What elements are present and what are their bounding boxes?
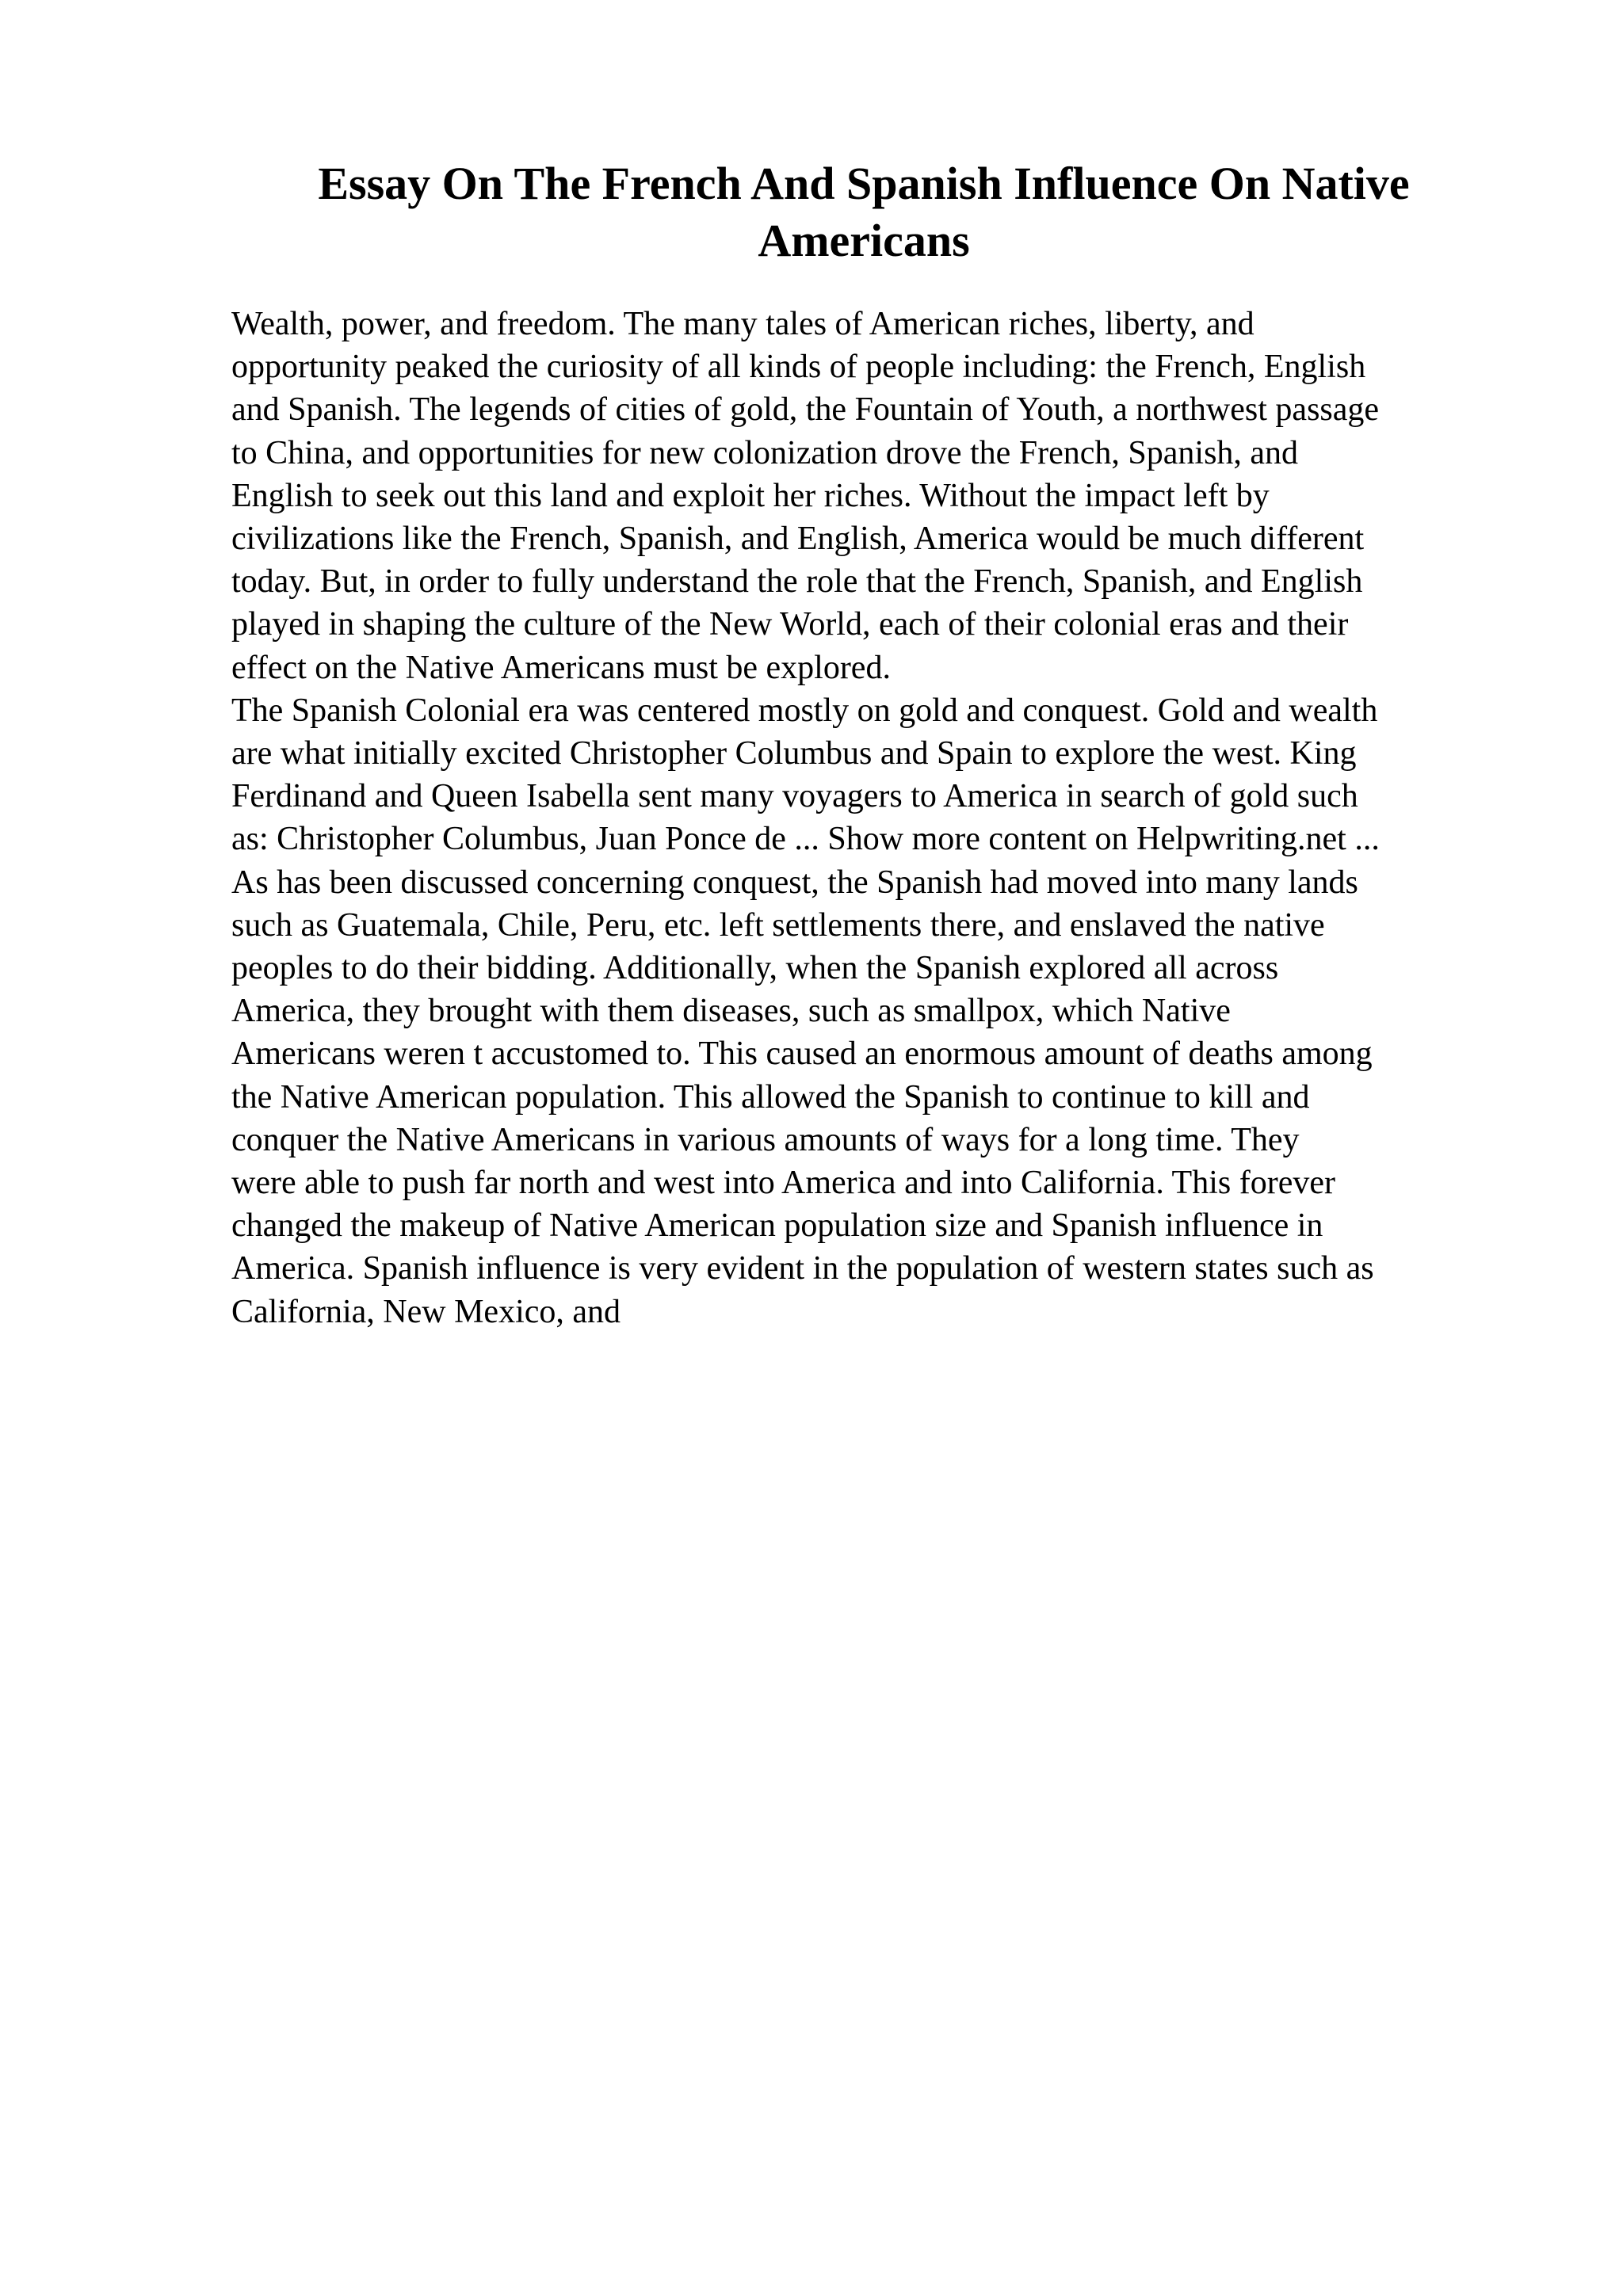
essay-title: Essay On The French And Spanish Influence On Native Americans [318,158,1410,266]
essay-body: Wealth, power, and freedom. The many tales of American riches, liberty, and opportunity peaked the curiosity of all kinds of people including: the French, English and Spanish. The legends of cities of gold, the Fountain of Youth, a northwest passage to China, and opportunities for new colonization drove the French, Spanish, and English to seek out this land and exploit her riches. Without the impact left by civilizations like the French, Spanish, and English, America would be much different today. But, in order to fully understand the role that the French, Spanish, and English played in shaping the culture of the New World, each of their colonial eras and their effect on the Native Americans must be explored. The Spanish Colonial era was centered mostly on gold and conquest. Gold and wealth are what initially excited Christopher Columbus and Spain to explore the west. King Ferdinand and Queen Isabella sent many voyagers to America in search of gold such as: Christopher Columbus, Juan Ponce de ... Show more content on Helpwriting.net ... As has been discussed concerning conquest, the Spanish had moved into many lands such as Guatemala, Chile, Peru, etc. left settlements there, and enslaved the native peoples to do their bidding. Additionally, when the Spanish explored all across America, they brought with them diseases, such as smallpox, which Native Americans weren t accustomed to. This caused an enormous amount of deaths among the Native American population. This allowed the Spanish to continue to kill and conquer the Native Americans in various amounts of ways for a long time. They were able to push far north and west into America and into California. This forever changed the makeup of Native American population size and Spanish influence in America. Spanish influence is very evident in the population of western states such as California, New Mexico, and [231,306,1380,1330]
